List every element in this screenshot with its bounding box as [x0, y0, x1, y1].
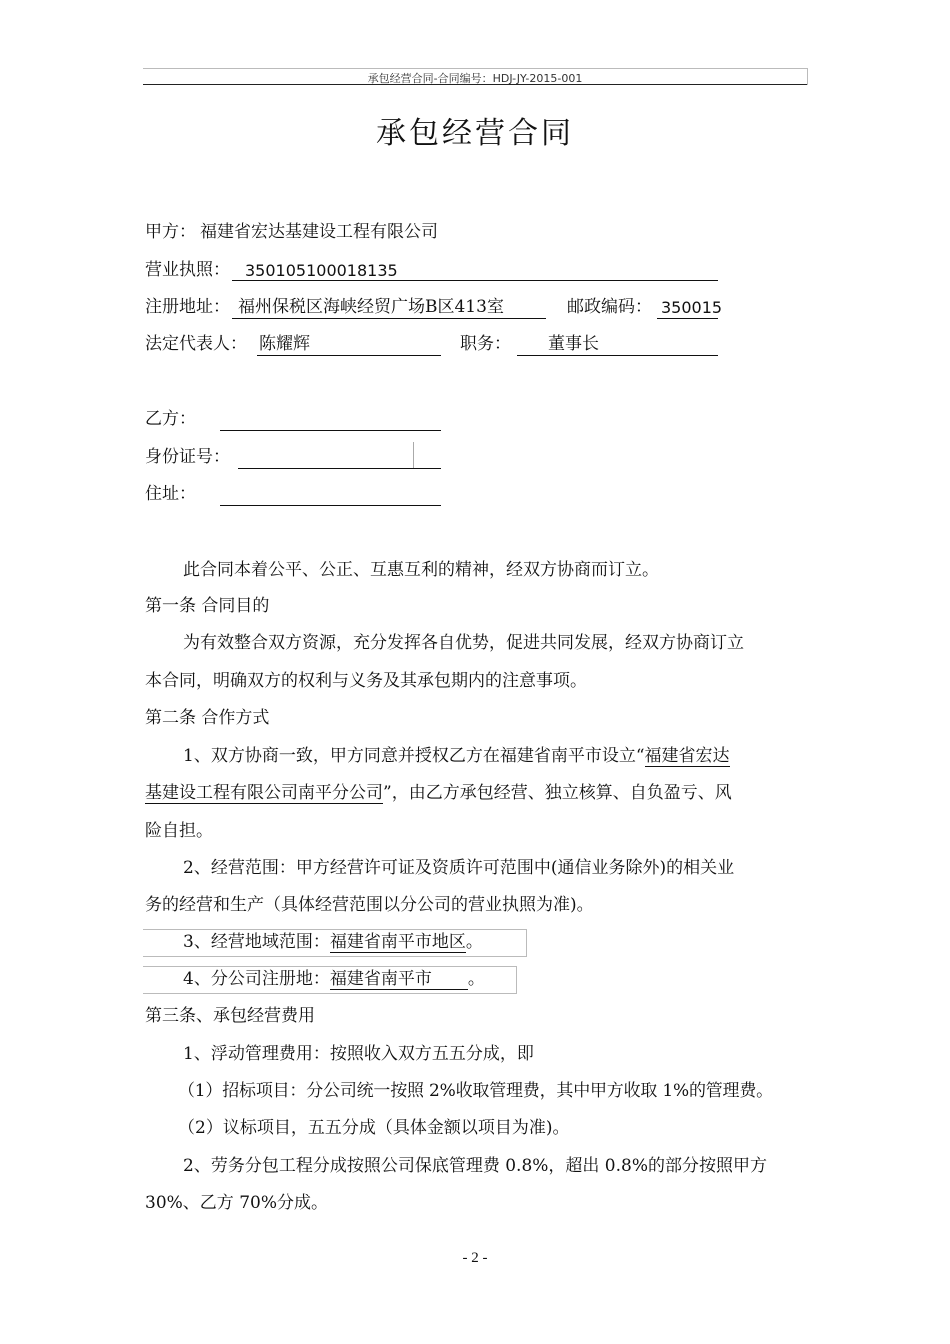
address-b-label: 住址：: [145, 484, 196, 504]
party-b-underline: [220, 430, 441, 431]
article-2-1-line-3: 险自担。: [145, 821, 213, 841]
registration-value: 福建省南平市: [330, 969, 468, 990]
id-box-edge: [413, 442, 414, 468]
address-b-underline: [220, 505, 441, 506]
article-2-title: 第二条 合作方式: [145, 708, 270, 728]
running-header: 承包经营合同-合同编号：HDJ-JY-2015-001: [367, 72, 583, 85]
region-end: 。: [465, 932, 483, 952]
article-2-1-text-d: ”，由乙方承包经营、独立核算、自负盈亏、风: [383, 783, 732, 803]
postcode-underline: [657, 318, 718, 319]
article-2-1-line-2: [145, 782, 732, 804]
position-underline: [517, 355, 718, 356]
registration-label: 4、分公司注册地：: [183, 969, 330, 989]
article-2-2-line-1: 2、经营范围：甲方经营许可证及资质许可范围中(通信业务除外)的相关业: [183, 858, 735, 878]
party-a-name: 福建省宏达基建设工程有限公司: [200, 222, 438, 242]
license-label: 营业执照：: [145, 260, 230, 280]
legal-representative: 陈耀辉: [259, 334, 310, 354]
article-2-1-text-a: 1、双方协商一致，甲方同意并授权乙方在福建省南平市设立“: [183, 746, 645, 766]
rep-label: 法定代表人：: [145, 334, 247, 354]
article-1-title: 第一条 合同目的: [145, 596, 270, 616]
registration-end: 。: [467, 969, 485, 989]
address-label: 注册地址：: [145, 297, 230, 317]
postcode-label: 邮政编码：: [567, 297, 652, 317]
branch-name-part-2: 基建设工程有限公司南平分公司: [145, 783, 383, 803]
article-3-2-line-2: 30%、乙方 70%分成。: [145, 1193, 328, 1213]
article-1-line-2: 本合同，明确双方的权利与义务及其承包期内的注意事项。: [145, 671, 587, 691]
region-label: 3、经营地域范围：: [183, 932, 330, 952]
article-2-3: [183, 931, 483, 953]
address-underline: [232, 318, 546, 319]
article-3-1: 1、浮动管理费用：按照收入双方五五分成，即: [183, 1044, 534, 1064]
position-label: 职务：: [460, 334, 511, 354]
page-number: - 2 -: [462, 1250, 488, 1266]
license-underline: [232, 280, 718, 281]
article-2-2-line-2: 务的经营和生产（具体经营范围以分公司的营业执照为准)。: [145, 895, 594, 915]
party-a-label: 甲方：: [145, 222, 196, 242]
position-value: 董事长: [548, 334, 599, 354]
article-3-1-1: （1）招标项目：分公司统一按照 2%收取管理费，其中甲方收取 1%的管理费。: [178, 1081, 773, 1101]
article-3-title: 第三条、承包经营费用: [145, 1006, 315, 1026]
region-value: 福建省南平市地区: [329, 932, 466, 952]
article-2-1-line-1: [183, 745, 730, 767]
article-3-2-line-1: 2、劳务分包工程分成按照公司保底管理费 0.8%，超出 0.8%的部分按照甲方: [183, 1156, 768, 1176]
id-underline: [238, 468, 441, 469]
postcode: 350015: [661, 298, 723, 317]
registered-address: 福州保税区海峡经贸广场B区413室: [238, 297, 504, 317]
intro-paragraph: 此合同本着公平、公正、互惠互利的精神，经双方协商而订立。: [183, 560, 659, 580]
article-3-1-2: （2）议标项目，五五分成（具体金额以项目为准)。: [178, 1118, 570, 1138]
document-title: 承包经营合同: [376, 116, 574, 151]
article-2-4: [183, 968, 485, 990]
rep-underline: [257, 355, 441, 356]
license-number: 350105100018135: [245, 261, 398, 280]
id-label: 身份证号：: [145, 447, 230, 467]
party-b-label: 乙方：: [145, 409, 196, 429]
branch-name-part-1: 福建省宏达: [644, 746, 730, 766]
header-rule: [143, 84, 807, 85]
article-1-line-1: 为有效整合双方资源，充分发挥各自优势，促进共同发展，经双方协商订立: [183, 633, 744, 653]
